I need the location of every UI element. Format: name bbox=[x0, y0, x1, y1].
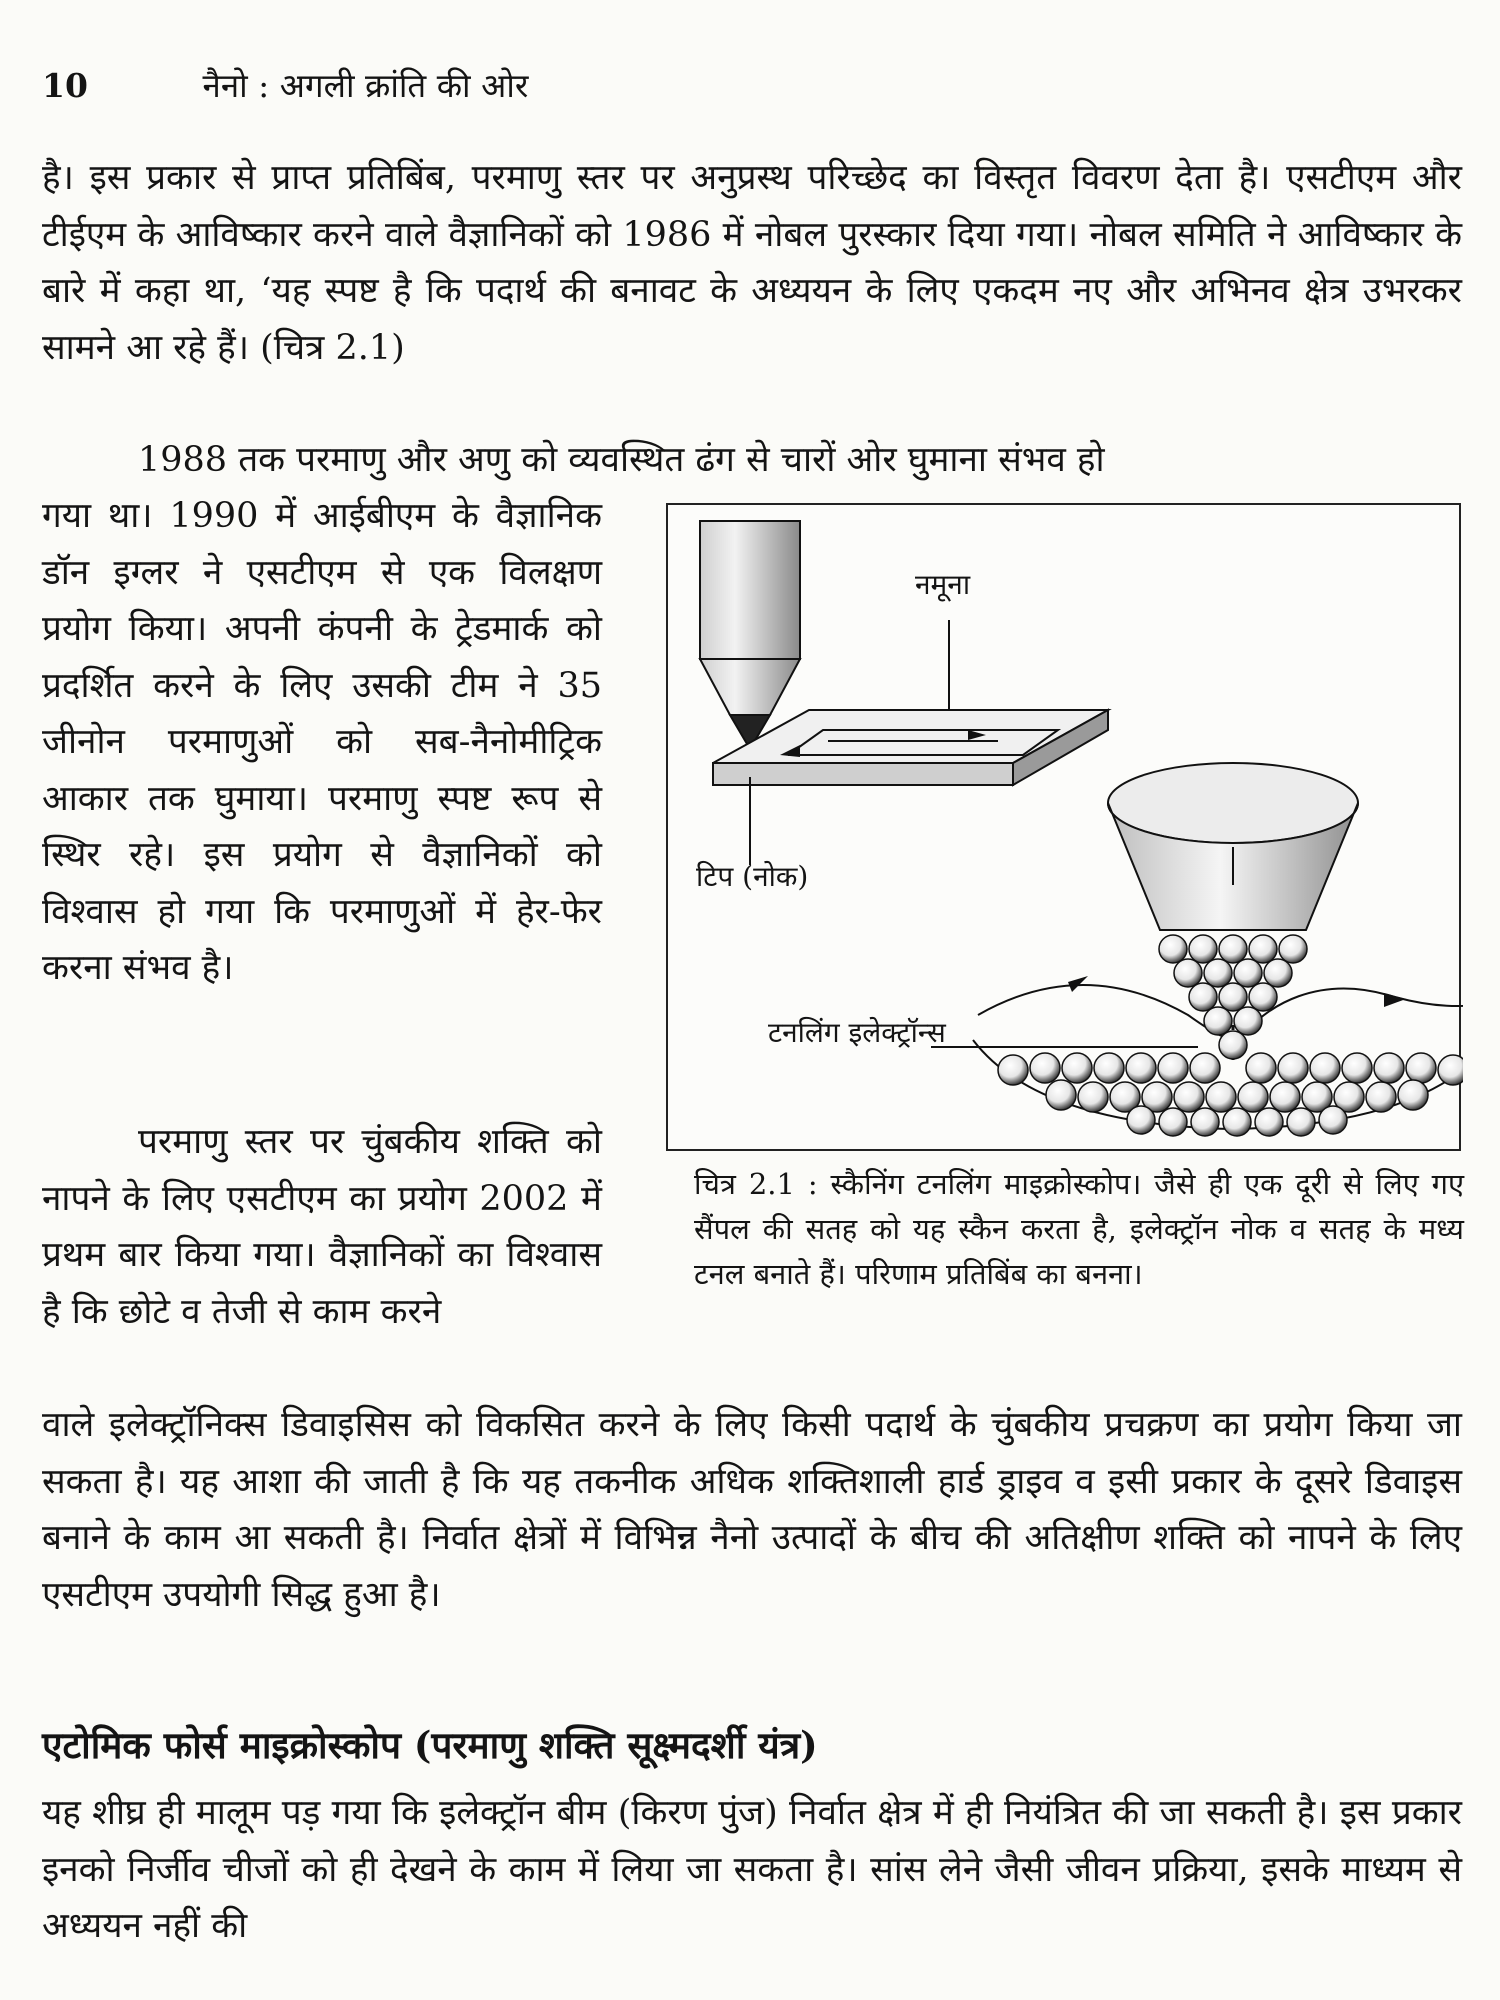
label-tip: टिप (नोक) bbox=[696, 860, 809, 893]
surface-atoms bbox=[998, 1053, 1463, 1136]
magnified-cone bbox=[1108, 763, 1358, 930]
stm-figure bbox=[666, 503, 1461, 1151]
paragraph-4: यह शीघ्र ही मालूम पड़ गया कि इलेक्ट्रॉन बीम (किरण पुंज) निर्वात क्षेत्र में ही नियंत्रित की जा सकती है। इस प्रकार इनको निर्जीव चीजों को ही देखने के काम में लिया जा सकता है। सांस लेने जैसी जीवन प्रक्रिया, इसके माध्यम से अध्ययन नहीं की bbox=[42, 1793, 1462, 1946]
section-heading: एटोमिक फोर्स माइक्रोस्कोप (परमाणु शक्ति सूक्ष्मदर्शी यंत्र) bbox=[42, 1723, 818, 1767]
label-sample: नमूना bbox=[915, 568, 971, 601]
paragraph-3-full: वाले इलेक्ट्रॉनिक्स डिवाइसिस को विकसित करने के लिए किसी पदार्थ के चुंबकीय प्रचक्रण का प्रयोग किया जा सकता है। यह आशा की जाती है कि यह तकनीक अधिक शक्तिशाली हार्ड ड्राइव व इसी प्रकार के दूसरे डिवाइस बनाने के काम आ सकती है। निर्वात क्षेत्रों में विभिन्न नैनो उत्पादों के बीच की अतिक्षीण शक्ति को नापने के लिए एसटीएम उपयोगी सिद्ध हुआ है। bbox=[42, 1405, 1462, 1615]
paragraph-2-body: गया था। 1990 में आईबीएम के वैज्ञानिक डॉन इग्लर ने एसटीएम से एक विलक्षण प्रयोग किया। अपनी कंपनी के ट्रेडमार्क को प्रदर्शित करने के लिए उसकी टीम ने 35 जीनोन परमाणुओं को सब-नैनोमीट्रिक आकार तक घुमाया। परमाणु स्पष्ट रूप से स्थिर रहे। इस प्रयोग से वैज्ञानिकों को विश्वास हो गया कि परमाणुओं में हेर-फेर करना संभव है। bbox=[42, 496, 602, 988]
tip-atoms bbox=[1159, 935, 1307, 1059]
probe-tip bbox=[700, 521, 800, 749]
page-header bbox=[42, 62, 1462, 107]
paragraph-3-narrow: परमाणु स्तर पर चुंबकीय शक्ति को नापने के लिए एसटीएम का प्रयोग 2002 में प्रथम बार किया गया। वैज्ञानिकों का विश्वास है कि छोटे व तेजी से काम करने bbox=[42, 1122, 602, 1332]
figure-caption: चित्र 2.1 : स्कैनिंग टनलिंग माइक्रोस्कोप। जैसे ही एक दूरी से लिए गए सैंपल की सतह को यह स्कैन करता है, इलेक्ट्रॉन नोक व सतह के मध्य टनल बनाते हैं। परिणाम प्रतिबिंब का बनना। bbox=[694, 1167, 1464, 1291]
paragraph-2-first-line: 1988 तक परमाणु और अणु को व्यवस्थित ढंग से चारों ओर घुमाना संभव हो bbox=[138, 440, 1105, 480]
stm-diagram bbox=[668, 505, 1463, 1153]
label-tunneling-electrons: टनलिंग इलेक्ट्रॉन्स bbox=[768, 1016, 946, 1049]
running-title: नैनो : अगली क्रांति की ओर bbox=[202, 66, 529, 105]
page-number: 10 bbox=[42, 66, 88, 105]
paragraph-1: है। इस प्रकार से प्राप्त प्रतिबिंब, परमाणु स्तर पर अनुप्रस्थ परिच्छेद का विस्तृत विवरण देता है। एसटीएम और टीईएम के आविष्कार करने वाले वैज्ञानिकों को 1986 में नोबल पुरस्कार दिया गया। नोबल समिति ने आविष्कार के बारे में कहा था, ‘यह स्पष्ट है कि पदार्थ की बनावट के अध्ययन के लिए एकदम नए और अभिनव क्षेत्र उभरकर सामने आ रहे हैं। (चित्र 2.1) bbox=[42, 158, 1462, 368]
